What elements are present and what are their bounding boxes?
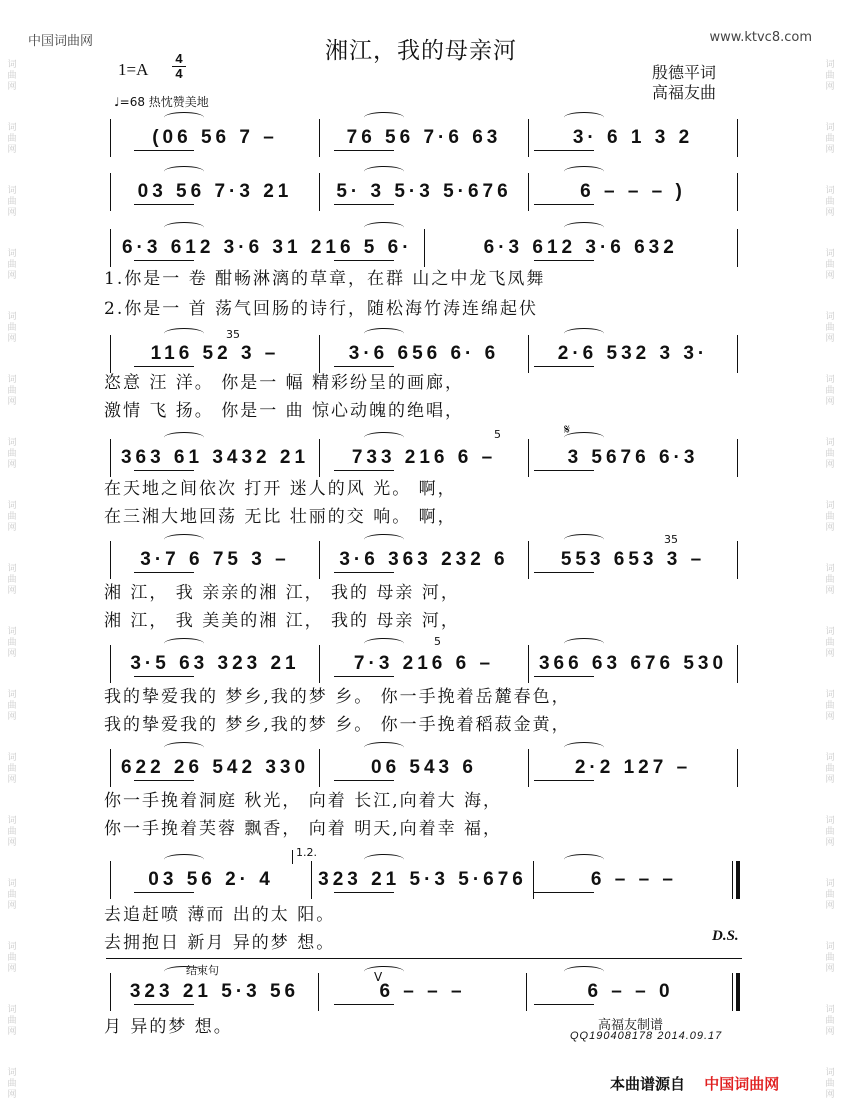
breath-mark: V [374, 970, 383, 984]
grace-note-5-b: 5 [434, 635, 441, 648]
barline [737, 335, 738, 373]
barline [737, 749, 738, 787]
measure-notes: 366 63 676 530 [538, 653, 728, 674]
barline [528, 335, 529, 373]
barline [424, 229, 425, 267]
beam-underline [334, 260, 394, 261]
time-numerator: 4 [175, 51, 183, 66]
barline [110, 439, 111, 477]
lyric-line: 我的挚爱我的 梦乡,我的梦 乡。 你一手挽着稻菽金黄， [104, 715, 571, 735]
staff-line [104, 118, 744, 158]
beam-underline [134, 260, 194, 261]
slur-arc [364, 432, 404, 443]
staff-line [104, 334, 744, 374]
ending-phrase-label: 结束句 [186, 964, 219, 977]
measure-notes: 323 21 5·3 5·676 [318, 869, 527, 890]
watermark-text: 词 曲 网 [825, 879, 835, 911]
slur-arc [564, 328, 604, 339]
barline [110, 173, 111, 211]
barline [737, 229, 738, 267]
slur-arc [164, 222, 204, 233]
barline [528, 541, 529, 579]
watermark-text: 词 曲 网 [825, 123, 835, 155]
barline [110, 973, 111, 1011]
watermark-text: 词 曲 网 [825, 60, 835, 92]
measure-notes: 3·6 363 232 6 [339, 549, 509, 570]
staff-row [104, 118, 744, 158]
barline [528, 439, 529, 477]
beam-underline [334, 366, 394, 367]
measure-notes: 363 61 3432 21 [120, 447, 310, 468]
grace-note-35-a: 35 [226, 328, 240, 341]
source-site-link[interactable]: 中国词曲网 [704, 1075, 780, 1093]
measure-notes: 553 653 3 – [560, 549, 706, 570]
staff-line [104, 172, 744, 212]
tempo-marking: ♩=68 热忱赞美地 [114, 95, 209, 109]
barline [528, 173, 529, 211]
barline [318, 973, 319, 1011]
watermark-text: 词 曲 网 [7, 60, 17, 92]
measure-notes: 622 26 542 330 [120, 757, 310, 778]
slur-arc [364, 534, 404, 545]
beam-underline [134, 780, 194, 781]
watermark-text: 词 曲 网 [825, 1068, 835, 1100]
staff-row [104, 860, 744, 900]
staff-row [104, 748, 744, 788]
site-url-right: www.ktvc8.com [709, 30, 812, 45]
slur-arc [164, 638, 204, 649]
slur-arc [564, 166, 604, 177]
measure-notes: 6·3 612 3·6 632 [483, 237, 678, 258]
lyric-line: 在三湘大地回荡 无比 壮丽的交 响。 啊， [104, 507, 457, 527]
barline [110, 119, 111, 157]
watermark-text: 词 曲 网 [7, 1068, 17, 1100]
beam-underline [134, 676, 194, 677]
watermark-text: 词 曲 网 [7, 753, 17, 785]
beam-underline [534, 780, 594, 781]
slur-arc [164, 112, 204, 123]
staff-line [104, 228, 744, 268]
watermark-text: 词 曲 网 [7, 942, 17, 974]
watermark-text: 词 曲 网 [825, 186, 835, 218]
barline [737, 173, 738, 211]
slur-arc [364, 328, 404, 339]
slur-arc [364, 854, 404, 865]
watermark-text: 词 曲 网 [7, 375, 17, 407]
lyric-line: 在天地之间依次 打开 迷人的风 光。 啊， [104, 479, 457, 499]
source-notice [610, 1073, 779, 1094]
measure-notes: 116 52 3 – [150, 343, 280, 364]
slur-arc [564, 534, 604, 545]
beam-underline [534, 260, 594, 261]
watermark-text: 词 曲 网 [825, 627, 835, 659]
beam-underline [134, 572, 194, 573]
barline [319, 119, 320, 157]
lyric-line: 湘 江， 我 亲亲的湘 江， 我的 母亲 河， [104, 583, 460, 603]
slur-arc [164, 166, 204, 177]
barline [110, 541, 111, 579]
slur-arc [364, 966, 404, 977]
slur-arc [564, 112, 604, 123]
beam-underline [534, 204, 594, 205]
watermark-text: 词 曲 网 [7, 312, 17, 344]
slur-arc [364, 222, 404, 233]
slur-arc [364, 166, 404, 177]
lyric-line: 月 异的梦 想。 [104, 1017, 233, 1037]
beam-underline [334, 780, 394, 781]
barline [319, 645, 320, 683]
watermark-text: 词 曲 网 [7, 438, 17, 470]
measure-notes: 5· 3 5·3 5·676 [336, 181, 512, 202]
repeat-barline [732, 861, 740, 899]
time-signature [172, 52, 186, 81]
barline [319, 173, 320, 211]
slur-arc [364, 638, 404, 649]
beam-underline [334, 150, 394, 151]
beam-underline [134, 892, 194, 893]
barline [319, 749, 320, 787]
beam-underline [534, 150, 594, 151]
slur-arc [164, 854, 204, 865]
barline [319, 541, 320, 579]
beam-underline [534, 1004, 594, 1005]
staff-row [104, 644, 744, 684]
staff-row [104, 540, 744, 580]
barline [110, 229, 111, 267]
measure-notes: 6 – – – [590, 869, 677, 890]
watermark-text: 词 曲 网 [825, 564, 835, 596]
staff-line [104, 860, 744, 900]
watermark-text: 词 曲 网 [825, 312, 835, 344]
watermark-text: 词 曲 网 [7, 1005, 17, 1037]
lyric-line: 你一手挽着芙蓉 飘香， 向着 明天,向着幸 福， [104, 819, 503, 839]
measure-notes: 3·6 656 6· 6 [348, 343, 500, 364]
watermark-text: 词 曲 网 [7, 249, 17, 281]
lyric-line: 湘 江， 我 美美的湘 江， 我的 母亲 河， [104, 611, 460, 631]
beam-underline [134, 1004, 194, 1005]
barline [110, 645, 111, 683]
barline [528, 645, 529, 683]
time-denominator: 4 [172, 66, 186, 81]
staff-row [104, 438, 744, 478]
measure-notes: 3· 6 1 3 2 [572, 127, 694, 148]
volta-bracket-label: 1.2. [296, 846, 317, 859]
slur-arc [564, 742, 604, 753]
barline [110, 335, 111, 373]
measure-notes: (06 56 7 – [152, 127, 278, 148]
barline [110, 749, 111, 787]
slur-arc [564, 638, 604, 649]
barline [319, 439, 320, 477]
measure-notes: 76 56 7·6 63 [346, 127, 502, 148]
watermark-text: 词 曲 网 [7, 564, 17, 596]
source-prefix: 本曲谱源自 [610, 1075, 686, 1093]
watermark-text: 词 曲 网 [825, 753, 835, 785]
slur-arc [364, 112, 404, 123]
grace-note-5-a: 5 [494, 428, 501, 441]
transcriber-credit: 高福友制谱 [598, 1018, 664, 1033]
beam-underline [334, 572, 394, 573]
staff-row [104, 172, 744, 212]
measure-notes: 6 – – 0 [587, 981, 674, 1002]
barline [528, 119, 529, 157]
watermark-text: 词 曲 网 [825, 690, 835, 722]
key-signature: 1=A [118, 60, 149, 79]
watermark-text: 词 曲 网 [7, 816, 17, 848]
watermark-text: 词 曲 网 [7, 690, 17, 722]
lyric-line: 去拥抱日 新月 异的梦 想。 [104, 933, 336, 953]
beam-underline [134, 204, 194, 205]
staff-row [104, 972, 744, 1012]
watermark-text: 词 曲 网 [825, 501, 835, 533]
watermark-text: 词 曲 网 [7, 501, 17, 533]
measure-notes: 6 – – – [379, 981, 466, 1002]
beam-underline [134, 470, 194, 471]
slur-arc [364, 742, 404, 753]
composer-credit: 高福友曲 [652, 83, 717, 102]
grace-note-35-b: 35 [664, 533, 678, 546]
segno-sign: 𝄋 [564, 422, 571, 438]
beam-underline [334, 204, 394, 205]
measure-notes: 6 – – – ) [580, 181, 686, 202]
lyric-line: 我的挚爱我的 梦乡,我的梦 乡。 你一手挽着岳麓春色， [104, 687, 571, 707]
slur-arc [164, 742, 204, 753]
barline [737, 439, 738, 477]
beam-underline [534, 470, 594, 471]
watermark-text: 词 曲 网 [825, 249, 835, 281]
beam-underline [334, 1004, 394, 1005]
beam-underline [334, 470, 394, 471]
barline [737, 645, 738, 683]
final-barline [732, 973, 740, 1011]
slur-arc [564, 966, 604, 977]
contact-date: QQ190408178 2014.09.17 [570, 1030, 723, 1042]
staff-row [104, 228, 744, 268]
beam-underline [534, 676, 594, 677]
slur-arc [564, 854, 604, 865]
staff-line [104, 644, 744, 684]
measure-notes: 323 21 5·3 56 [129, 981, 300, 1002]
lyric-line: 激情 飞 扬。 你是一 曲 惊心动魄的绝唱， [104, 401, 465, 421]
measure-notes: 3·7 6 75 3 – [140, 549, 290, 570]
staff-line [104, 438, 744, 478]
site-name-left: 中国词曲网 [28, 34, 94, 49]
slur-arc [564, 222, 604, 233]
beam-underline [534, 366, 594, 367]
slur-arc [164, 432, 204, 443]
staff-row [104, 334, 744, 374]
barline [737, 119, 738, 157]
barline [737, 541, 738, 579]
lyric-line: 1.你是一 卷 酣畅淋漓的草章，在群 山之中龙飞凤舞 [104, 269, 546, 289]
lyric-line: 去追赶喷 薄而 出的太 阳。 [104, 905, 336, 925]
staff-line [104, 540, 744, 580]
barline [528, 749, 529, 787]
watermark-text: 词 曲 网 [7, 879, 17, 911]
lyric-line: 2.你是一 首 荡气回肠的诗行，随松海竹涛连绵起伏 [104, 299, 539, 319]
watermark-text: 词 曲 网 [825, 942, 835, 974]
watermark-text: 词 曲 网 [825, 438, 835, 470]
barline [319, 335, 320, 373]
barline [526, 973, 527, 1011]
lyric-line: 你一手挽着洞庭 秋光， 向着 长江,向着大 海， [104, 791, 503, 811]
measure-notes: 6·3 612 3·6 31 216 5 6· [121, 237, 413, 258]
watermark-text: 词 曲 网 [7, 627, 17, 659]
staff-line [104, 972, 744, 1012]
slur-arc [164, 328, 204, 339]
lyric-line: 恣意 汪 洋。 你是一 幅 精彩纷呈的画廊， [104, 373, 465, 393]
measure-notes: 733 216 6 – [351, 447, 497, 468]
measure-notes: 7·3 216 6 – [353, 653, 495, 674]
measure-notes: 2·6 532 3 3· [557, 343, 709, 364]
beam-underline [334, 892, 394, 893]
beam-underline [134, 366, 194, 367]
dal-segno: D.S. [712, 928, 739, 944]
staff-line [104, 748, 744, 788]
ending-line [106, 958, 742, 959]
barline [533, 861, 534, 899]
measure-notes: 06 543 6 [371, 757, 477, 778]
measure-notes: 3·5 63 323 21 [130, 653, 300, 674]
watermark-text: 词 曲 网 [825, 1005, 835, 1037]
watermark-text: 词 曲 网 [825, 375, 835, 407]
watermark-text: 词 曲 网 [825, 816, 835, 848]
volta-bracket-left [292, 850, 293, 864]
beam-underline [334, 676, 394, 677]
beam-underline [534, 892, 594, 893]
measure-notes: 03 56 2· 4 [148, 869, 274, 890]
beam-underline [134, 150, 194, 151]
beam-underline [534, 572, 594, 573]
song-title: 湘江，我的母亲河 [325, 38, 517, 64]
barline [311, 861, 312, 899]
watermark-text: 词 曲 网 [7, 123, 17, 155]
measure-notes: 03 56 7·3 21 [137, 181, 293, 202]
measure-notes: 3 5676 6·3 [567, 447, 699, 468]
watermark-text: 词 曲 网 [7, 186, 17, 218]
measure-notes: 2·2 127 – [574, 757, 692, 778]
slur-arc [164, 534, 204, 545]
lyricist-credit: 殷德平词 [652, 63, 717, 82]
barline [110, 861, 111, 899]
